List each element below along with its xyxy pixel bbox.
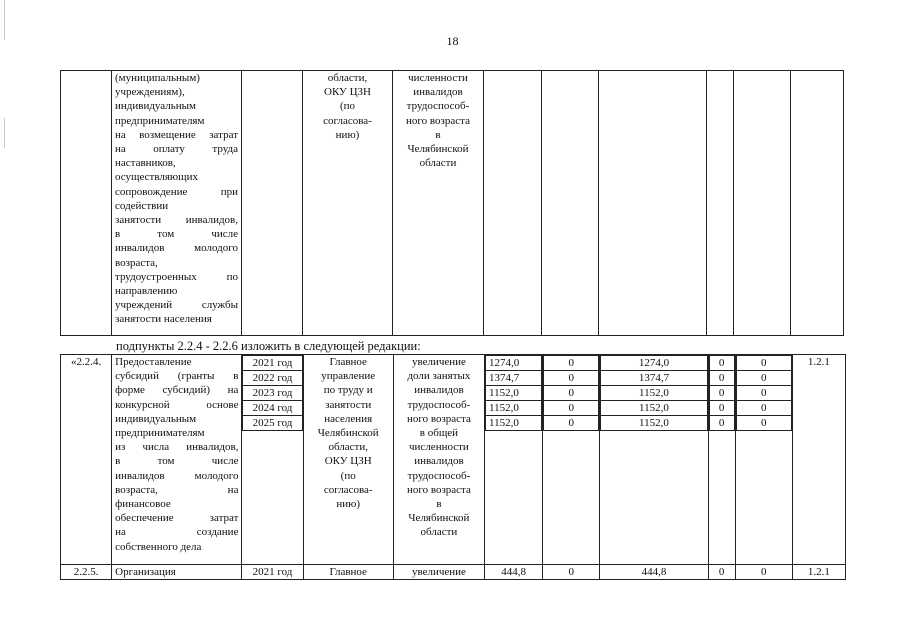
year-value: 2023 год [242, 385, 302, 401]
executor-line: населения [324, 412, 373, 425]
table-row [61, 565, 846, 580]
description-line: трудоустроенных по [115, 270, 238, 283]
scan-edge-mark [4, 118, 5, 148]
federal-value: 0 [543, 370, 599, 386]
cell-regional [600, 355, 708, 565]
executor-line: (по [339, 100, 356, 113]
cell-regional [599, 71, 707, 336]
description-line: форме субсидий) на [115, 384, 239, 397]
cell-federal: 0 [543, 565, 600, 580]
indicator-line: численности [409, 441, 469, 454]
executor-line: по труду и [323, 384, 373, 397]
description-line: конкурсной основе [115, 398, 239, 411]
executor-line: Главное [329, 356, 367, 368]
indicator-line: трудоспособ- [406, 100, 470, 113]
indicator-line: инвалидов [413, 86, 463, 99]
description-line: Предоставление [115, 356, 192, 368]
cell-total: 444,8 [485, 565, 543, 580]
cell-number: 2.2.5. [61, 565, 112, 580]
executor-line: области, [327, 72, 368, 84]
description-line: направлению [115, 285, 178, 298]
description-line: на возмещение затрат [115, 128, 238, 141]
local-value: 0 [709, 400, 735, 416]
cell-other [735, 355, 792, 565]
cell-executor [303, 355, 393, 565]
indicator-line: в [436, 498, 442, 511]
cell-description [112, 355, 242, 565]
cell-federal [543, 355, 600, 565]
executor-line: ОКУ ЦЗН [324, 86, 371, 99]
executor-line: (по [340, 469, 356, 482]
other-value: 0 [736, 415, 792, 431]
total-value: 1274,0 [485, 355, 542, 371]
indicator-line: инвалидов [414, 384, 464, 397]
amendment-note: подпункты 2.2.4 - 2.2.6 изложить в следующей редакции: [116, 339, 421, 353]
description-line: занятости населения [115, 313, 212, 326]
description-line: собственного дела [115, 540, 202, 553]
year-value: 2024 год [242, 400, 302, 416]
description-line: инвалидов молодого [115, 242, 238, 255]
local-value: 0 [709, 370, 735, 386]
description-line: осуществляющих [115, 171, 198, 184]
indicator-line: численности [408, 72, 468, 84]
description-line: возраста, [115, 256, 158, 269]
indicator-line: ного возраста [406, 412, 471, 425]
cell-years: 2021 год [242, 565, 303, 580]
description-line: в том числе [115, 455, 239, 468]
federal-value: 0 [543, 415, 599, 431]
year-value: 2022 год [242, 370, 302, 386]
description-line: финансовое [115, 498, 171, 511]
total-value: 1152,0 [485, 400, 542, 416]
cell-indicator [393, 71, 484, 336]
indicator-line: области [419, 157, 457, 170]
description-line: содействии [115, 199, 169, 212]
description-line: предпринимателям [115, 427, 205, 440]
federal-value: 0 [543, 355, 599, 371]
cell-indicator [393, 355, 484, 565]
cell-total [484, 71, 542, 336]
regional-value: 1152,0 [600, 400, 707, 416]
indicator-line: Челябинской [408, 512, 470, 525]
description-line: учреждений службы [115, 299, 238, 312]
indicator-line: доли занятых [407, 370, 471, 383]
description-line: наставников, [115, 157, 176, 170]
cell-description: Организация [112, 565, 242, 580]
description-line: инвалидов молодого [115, 469, 239, 482]
cell-link: 1.2.1 [792, 355, 845, 565]
cell-other [734, 71, 791, 336]
other-value: 0 [736, 355, 792, 371]
description-line: занятости инвалидов, [115, 214, 238, 227]
cell-description [112, 71, 242, 336]
cell-executor: Главное [303, 565, 393, 580]
cell-local: 0 [708, 565, 735, 580]
indicator-line: ного возраста [406, 114, 470, 127]
local-value: 0 [709, 415, 735, 431]
executor-line: Челябинской [317, 427, 379, 440]
cell-local [708, 355, 735, 565]
table-row [61, 355, 846, 565]
cell-federal [542, 71, 599, 336]
other-value: 0 [736, 370, 792, 386]
executor-line: нию) [335, 128, 360, 141]
regional-value: 1274,0 [600, 355, 707, 371]
total-value: 1152,0 [485, 385, 542, 401]
cell-total [485, 355, 543, 565]
indicator-line: Челябинской [407, 143, 469, 156]
description-line: из числа инвалидов, [115, 441, 239, 454]
federal-value: 0 [543, 385, 599, 401]
description-line: (муниципальным) [115, 72, 200, 84]
table-continuation [60, 70, 844, 336]
indicator-line: ного возраста [406, 483, 471, 496]
description-line: субсидий (гранты в [115, 370, 239, 383]
year-value: 2025 год [242, 415, 302, 431]
local-value: 0 [709, 355, 735, 371]
indicator-line: трудоспособ- [407, 398, 471, 411]
regional-value: 1374,7 [600, 370, 707, 386]
cell-executor [303, 71, 393, 336]
description-line: на оплату труда [115, 143, 238, 156]
executor-line: нию) [336, 498, 361, 511]
federal-value: 0 [543, 400, 599, 416]
regional-value: 1152,0 [600, 415, 707, 431]
cell-number: «2.2.4. [61, 355, 112, 565]
indicator-line: инвалидов [414, 455, 464, 468]
cell-link: 1.2.1 [792, 565, 845, 580]
executor-line: согласова- [323, 483, 373, 496]
cell-number [61, 71, 112, 336]
regional-value: 1152,0 [600, 385, 707, 401]
executor-line: согласова- [323, 114, 372, 127]
indicator-line: в общей [419, 427, 459, 440]
description-line: индивидуальным [115, 100, 197, 113]
indicator-line: области [420, 526, 458, 539]
executor-line: области, [328, 441, 368, 454]
indicator-line: трудоспособ- [407, 469, 471, 482]
description-line: в том числе [115, 228, 238, 241]
executor-line: управление [321, 370, 376, 383]
indicator-line: в [435, 128, 441, 141]
description-line: на создание [115, 526, 239, 539]
description-line: индивидуальным [115, 412, 197, 425]
cell-local [707, 71, 734, 336]
page-number: 18 [446, 34, 459, 48]
cell-years [242, 355, 303, 565]
executor-line: занятости [325, 398, 372, 411]
other-value: 0 [736, 385, 792, 401]
total-value: 1152,0 [485, 415, 542, 431]
description-line: предпринимателям [115, 114, 205, 127]
total-value: 1374,7 [485, 370, 542, 386]
cell-years [242, 71, 303, 336]
cell-other: 0 [735, 565, 792, 580]
table-subsidies [60, 354, 846, 580]
other-value: 0 [736, 400, 792, 416]
description-line: учреждениям), [115, 86, 185, 99]
indicator-line: увеличение [411, 356, 466, 368]
cell-regional: 444,8 [600, 565, 708, 580]
cell-link [791, 71, 844, 336]
local-value: 0 [709, 385, 735, 401]
description-line: возраста, на [115, 483, 239, 496]
table-row [61, 71, 844, 336]
description-line: сопровождение при [115, 185, 238, 198]
cell-indicator: увеличение [393, 565, 484, 580]
year-value: 2021 год [242, 355, 302, 371]
description-line: обеспечение затрат [115, 512, 239, 525]
executor-line: ОКУ ЦЗН [324, 455, 372, 468]
